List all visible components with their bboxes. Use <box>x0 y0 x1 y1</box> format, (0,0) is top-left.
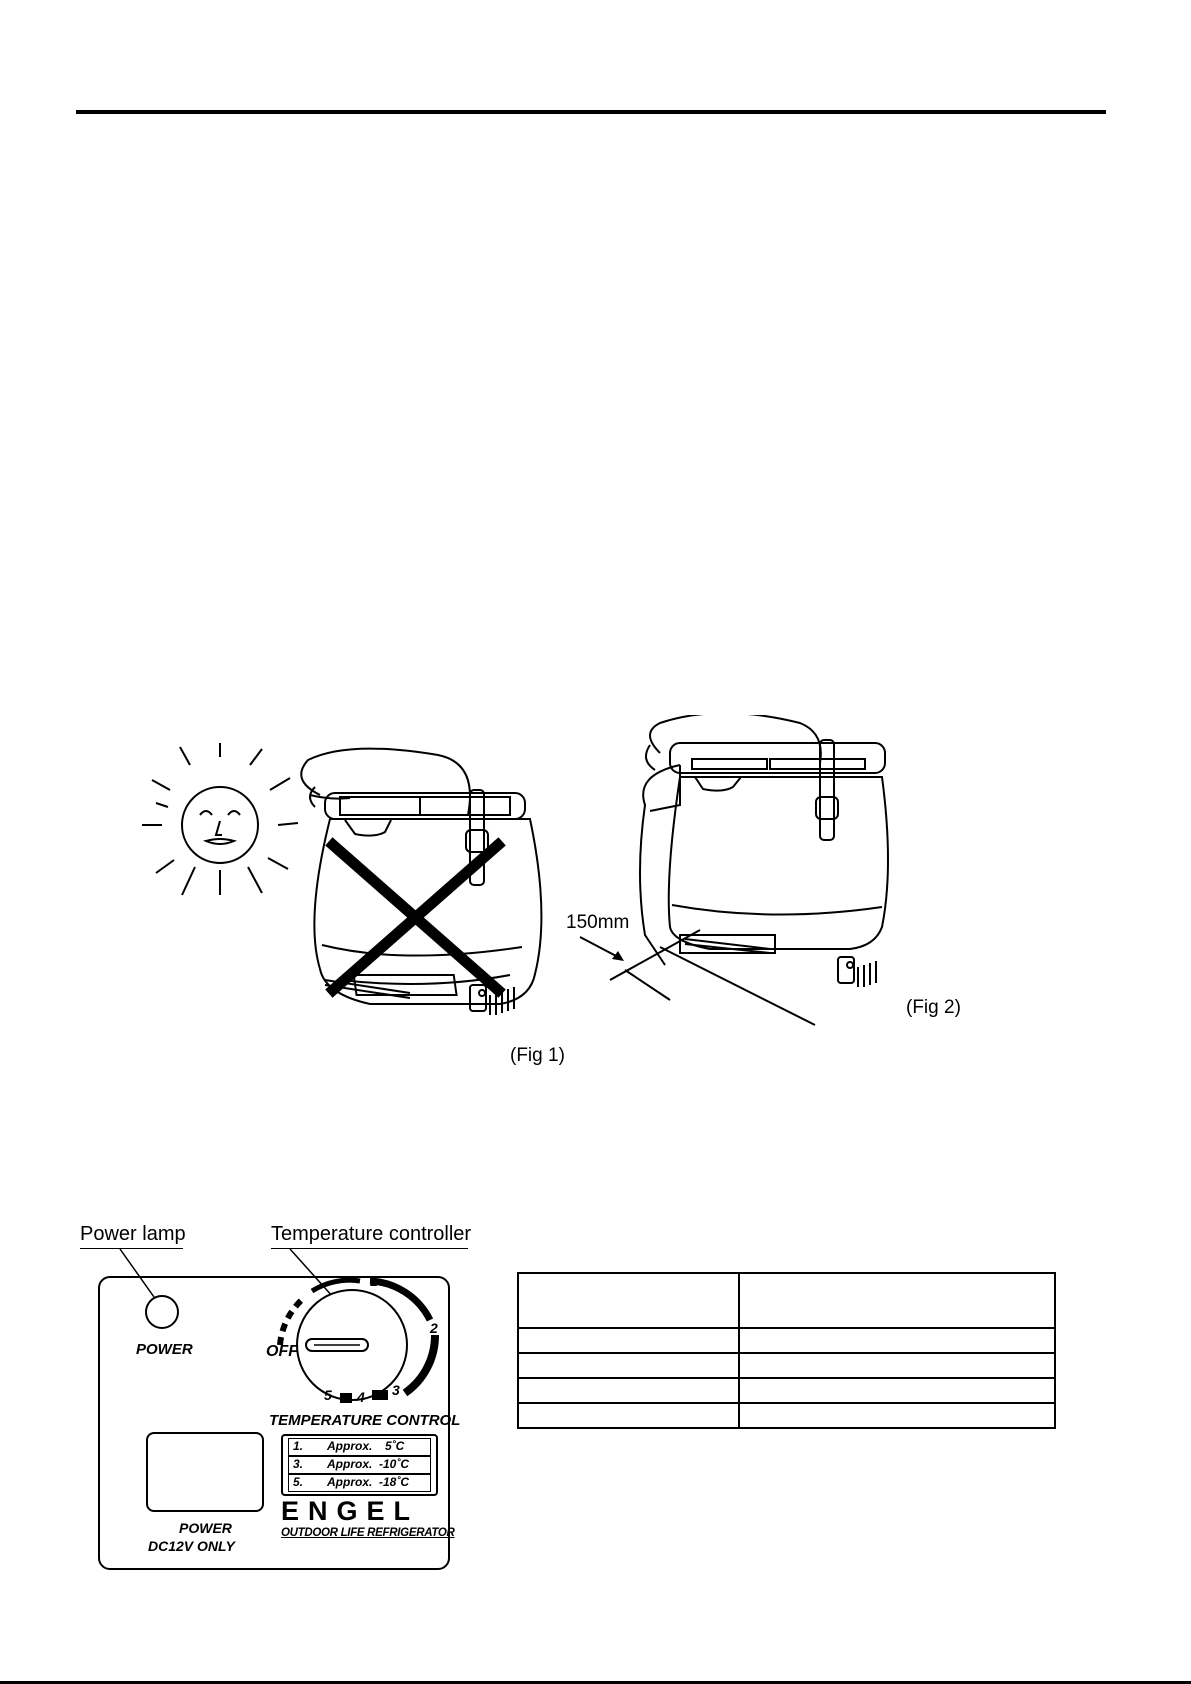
fridge-icon <box>646 715 888 987</box>
dc-socket <box>146 1432 264 1512</box>
dial-off-label: OFF <box>266 1343 298 1360</box>
table-row <box>518 1378 1055 1403</box>
fig2-caption: (Fig 2) <box>906 997 961 1018</box>
table-row <box>518 1403 1055 1428</box>
table-header-cell <box>518 1273 739 1328</box>
table-row <box>518 1353 1055 1378</box>
wall-icon <box>610 765 815 1025</box>
spec-table <box>517 1272 1056 1429</box>
temp-row: 3. Approx. -10˚C <box>288 1456 431 1474</box>
temp-row: 5. Approx. -18˚C <box>288 1474 431 1492</box>
socket-label-line2: DC12V ONLY <box>148 1538 235 1554</box>
dial-mark-3: 3 <box>392 1382 400 1398</box>
dial-mark-5: 5 <box>324 1387 332 1403</box>
brand-tagline: OUTDOOR LIFE REFRIGERATOR <box>281 1527 455 1539</box>
sun-icon <box>142 743 298 895</box>
table-row <box>518 1328 1055 1353</box>
temp-settings-box <box>281 1434 438 1496</box>
clearance-arrow <box>578 935 628 965</box>
dial-mark-1: 1 <box>370 1273 378 1289</box>
table-row <box>518 1273 1055 1328</box>
power-lamp-callout: Power lamp <box>80 1223 186 1245</box>
table-cell <box>739 1378 1055 1403</box>
top-rule <box>76 110 1106 114</box>
table-header-cell <box>739 1273 1055 1328</box>
brand-logo: ENGEL <box>281 1496 420 1526</box>
fig1-illustration <box>140 735 580 1070</box>
fig1-caption: (Fig 1) <box>510 1045 565 1066</box>
table-cell <box>518 1403 739 1428</box>
dial-mark-2: 2 <box>430 1320 438 1336</box>
socket-label-line1: POWER <box>179 1520 232 1536</box>
fridge-icon <box>301 749 541 1015</box>
table-cell <box>739 1403 1055 1428</box>
table-cell <box>518 1353 739 1378</box>
table-cell <box>518 1328 739 1353</box>
temperature-controller-callout: Temperature controller <box>271 1223 472 1245</box>
power-lamp-label: POWER <box>136 1341 193 1358</box>
cross-out-icon <box>333 845 498 990</box>
table-cell <box>518 1378 739 1403</box>
power-lamp <box>145 1295 179 1329</box>
temp-row: 1. Approx. 5˚C <box>288 1438 431 1456</box>
clearance-label: 150mm <box>566 912 630 933</box>
dial-mark-4: 4 <box>357 1389 365 1405</box>
fig2-illustration <box>600 715 980 1035</box>
temp-control-title: TEMPERATURE CONTROL <box>269 1412 461 1429</box>
table-cell <box>739 1328 1055 1353</box>
table-cell <box>739 1353 1055 1378</box>
